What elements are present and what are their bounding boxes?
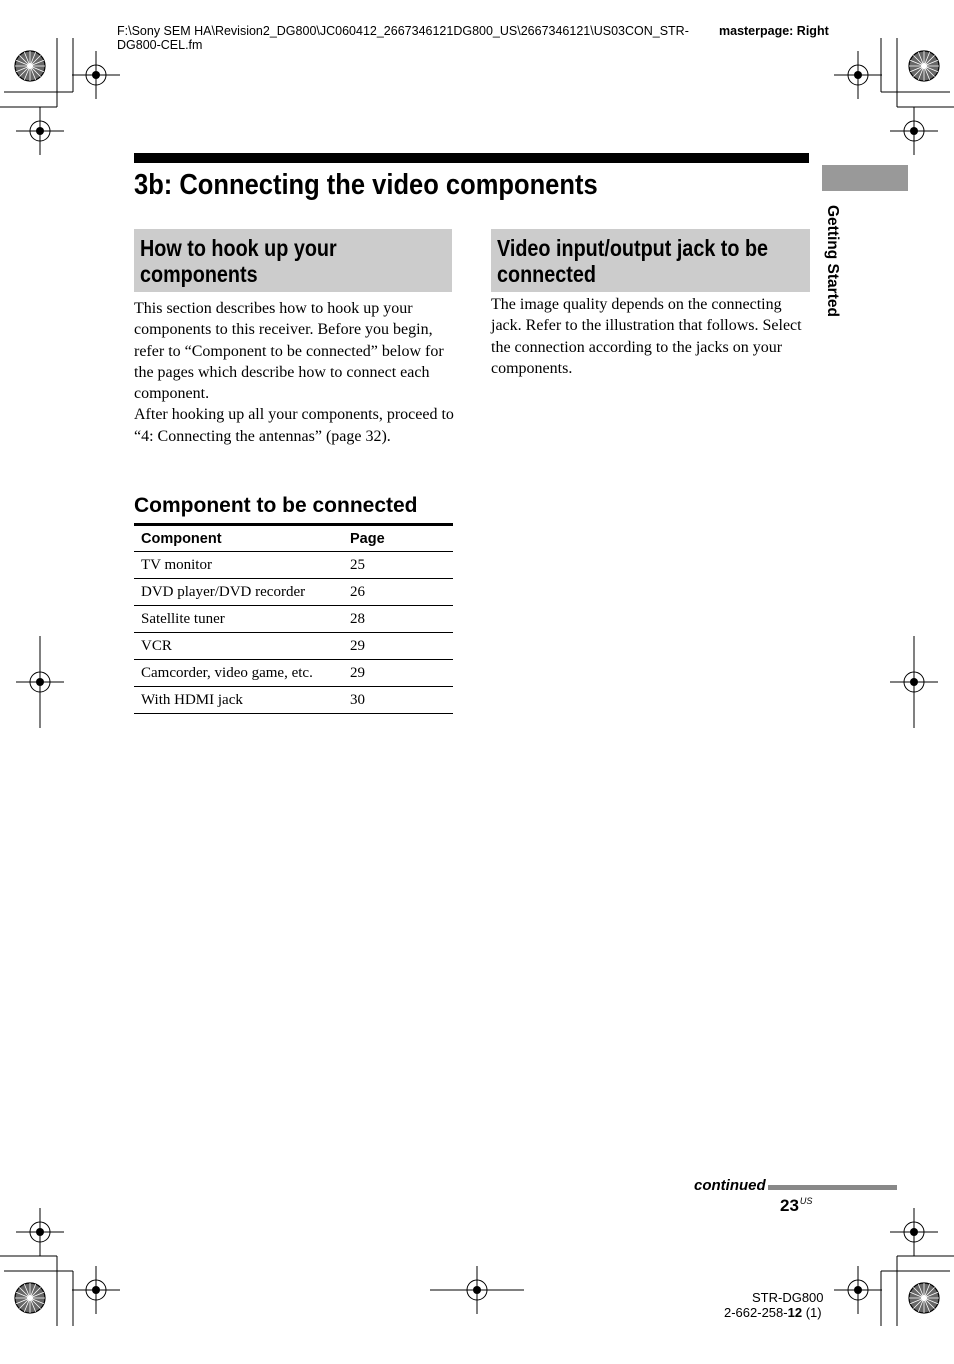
table-cell-component: Camcorder, video game, etc. [134, 660, 343, 687]
continued-bar [768, 1185, 897, 1190]
section-body-video-jack [491, 294, 813, 379]
section-heading-text: Video input/output jack to be connected [497, 235, 769, 287]
page-title: 3b: Connecting the video components [134, 169, 598, 201]
table-cell-page: 29 [343, 660, 453, 687]
section-heading-video-jack [491, 229, 810, 292]
masterpage-label: masterpage: Right [719, 24, 829, 38]
page-number [780, 1196, 812, 1216]
table-row [134, 606, 453, 633]
table-cell-page: 29 [343, 633, 453, 660]
file-path-header: F:\Sony SEM HA\Revision2_DG800\JC060412_2667346121DG800_US\2667346121\US03CON_STR-DG800-CEL.fm [117, 24, 689, 52]
table-row [134, 579, 453, 606]
section-heading-text: How to hook up your components [140, 235, 337, 287]
part-code-prefix: 2-662-258- [724, 1305, 788, 1320]
component-table [134, 526, 453, 714]
table-row [134, 633, 453, 660]
table-cell-component: Satellite tuner [134, 606, 343, 633]
table-row [134, 552, 453, 579]
table-cell-component: TV monitor [134, 552, 343, 579]
part-code-bold: 12 [787, 1305, 803, 1320]
part-code [724, 1305, 822, 1320]
side-tab-label: Getting Started [824, 205, 841, 317]
paragraph: The image quality depends on the connecting jack. Refer to the illustration that follows. Select the connection according to the jacks on your components. [491, 296, 802, 377]
table-cell-component: With HDMI jack [134, 687, 343, 714]
title-rule [134, 153, 809, 163]
component-table-heading: Component to be connected [134, 494, 418, 517]
page-number-value: 23 [780, 1196, 799, 1215]
table-row [134, 687, 453, 714]
table-cell-component: VCR [134, 633, 343, 660]
side-tab-marker [822, 165, 908, 191]
section-body-hook-up [134, 298, 456, 447]
table-header-row [134, 526, 453, 552]
page-number-suffix: US [799, 1196, 813, 1206]
table-cell-page: 26 [343, 579, 453, 606]
column-header: Page [343, 526, 453, 552]
column-header: Component [134, 526, 343, 552]
table-cell-component: DVD player/DVD recorder [134, 579, 343, 606]
side-tab-label-wrapper [823, 205, 853, 345]
continued-label: continued [694, 1177, 766, 1194]
table-row [134, 660, 453, 687]
part-code-suffix: (1) [802, 1305, 822, 1320]
model-number: STR-DG800 [752, 1290, 824, 1305]
section-heading-hook-up [134, 229, 452, 292]
paragraph: This section describes how to hook up your components to this receiver. Before you begin, refer to “Component to be connected” below for the pages which describe how to connect each component. [134, 300, 444, 403]
table-cell-page: 30 [343, 687, 453, 714]
paragraph: After hooking up all your components, proceed to “4: Connecting the antennas” (page 32). [134, 406, 454, 445]
table-cell-page: 28 [343, 606, 453, 633]
table-cell-page: 25 [343, 552, 453, 579]
